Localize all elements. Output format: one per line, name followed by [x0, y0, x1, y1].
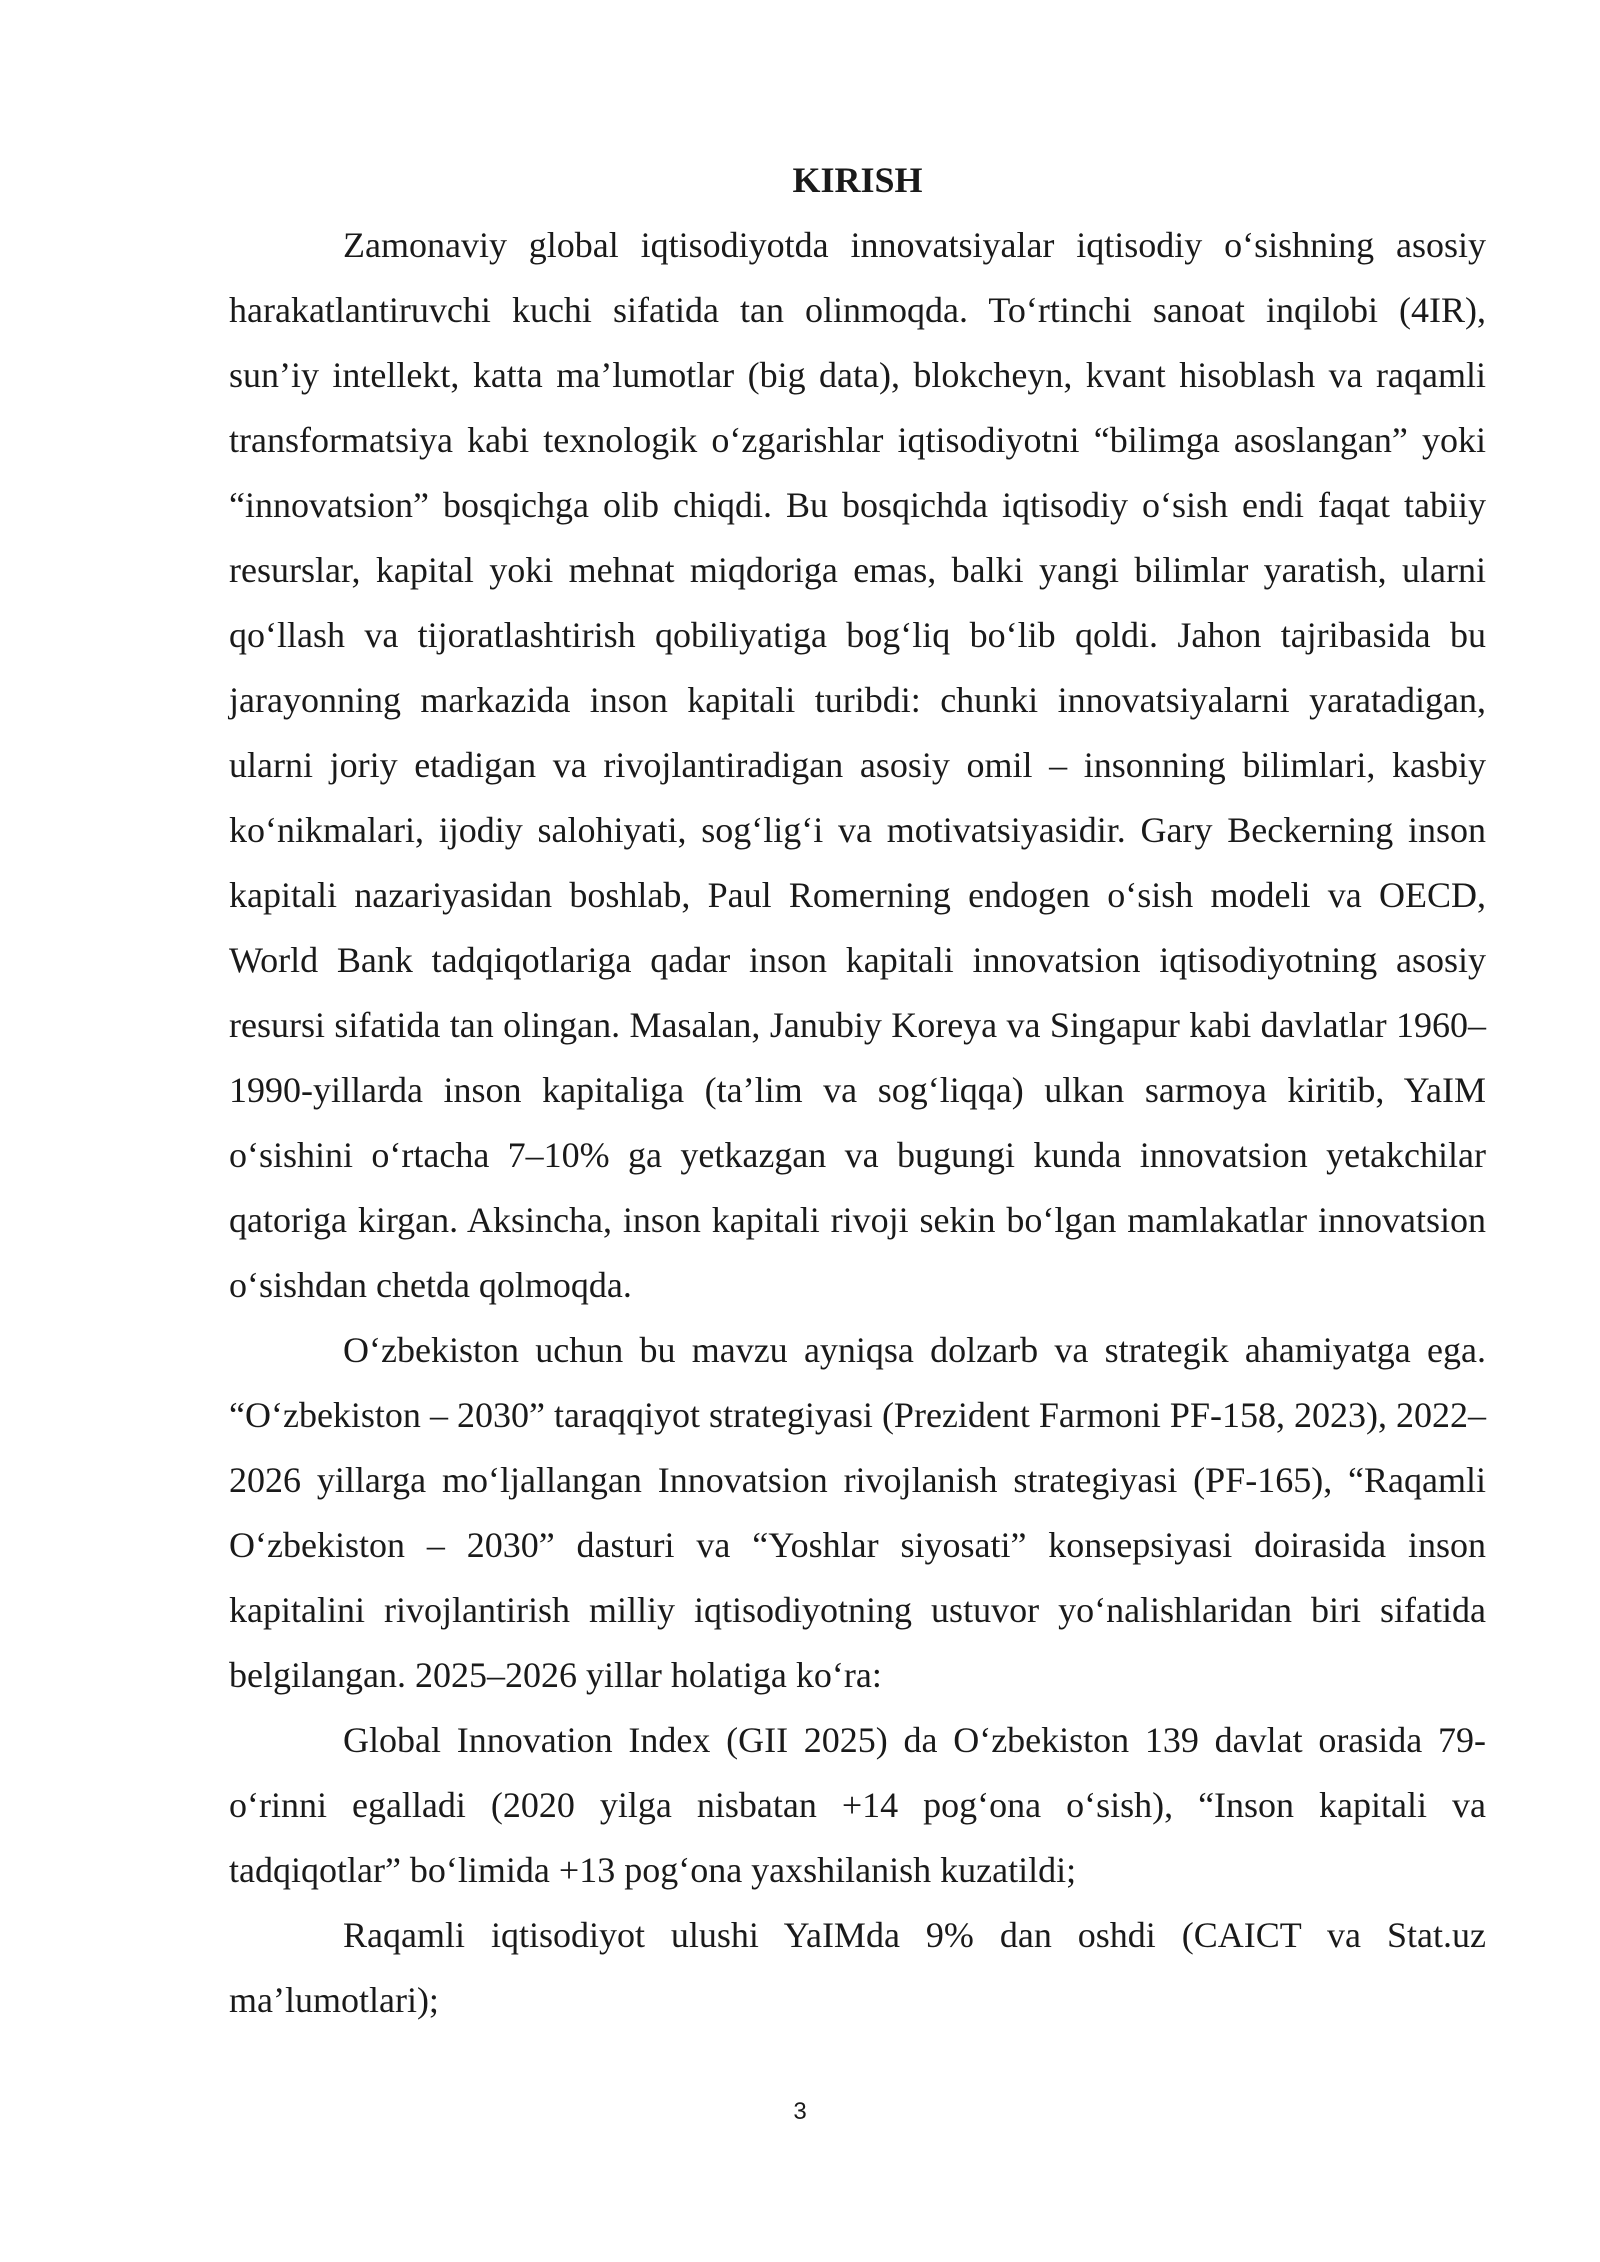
paragraph-digital-economy: Raqamli iqtisodiyot ulushi YaIMda 9% dan oshdi (CAICT va Stat.uz ma’lumotlari); [229, 1915, 1486, 2020]
paragraph-gii-ranking: Global Innovation Index (GII 2025) da O‘zbekiston 139 davlat orasida 79-o‘rinni egalladi (2020 yilga nisbatan +14 pog‘ona o‘sish), “Inson kapitali va tadqiqotlar” bo‘limida +13 pog‘ona yaxshilanish kuzatildi; [229, 1720, 1486, 1890]
page-content [229, 148, 1486, 2033]
paragraph-uzbekistan-strategy: O‘zbekiston uchun bu mavzu ayniqsa dolzarb va strategik ahamiyatga ega. “O‘zbekiston – 2030” taraqqiyot strategiyasi (Prezident Farmoni PF-158, 2023), 2022–2026 yillarga mo‘ljallangan Innovatsion rivojlanish strategiyasi (PF-165), “Raqamli O‘zbekiston – 2030” dasturi va “Yoshlar siyosati” konsepsiyasi doirasida inson kapitalini rivojlantirish milliy iqtisodiyotning ustuvor yo‘nalishlaridan biri sifatida belgilangan. 2025–2026 yillar holatiga ko‘ra: [229, 1330, 1486, 1695]
page-number: 3 [793, 2098, 807, 2125]
section-title: KIRISH [792, 160, 923, 200]
paragraph-introduction: Zamonaviy global iqtisodiyotda innovatsiyalar iqtisodiy o‘sishning asosiy harakatlantiruvchi kuchi sifatida tan olinmoqda. To‘rtinchi sanoat inqilobi (4IR), sun’iy intellekt, katta ma’lumotlar (big data), blokcheyn, kvant hisoblash va raqamli transformatsiya kabi texnologik o‘zgarishlar iqtisodiyotni “bilimga asoslangan” yoki “innovatsion” bosqichga olib chiqdi. Bu bosqichda iqtisodiy o‘sish endi faqat tabiiy resurslar, kapital yoki mehnat miqdoriga emas, balki yangi bilimlar yaratish, ularni qo‘llash va tijoratlashtirish qobiliyatiga bog‘liq bo‘lib qoldi. Jahon tajribasida bu jarayonning markazida inson kapitali turibdi: chunki innovatsiyalarni yaratadigan, ularni joriy etadigan va rivojlantiradigan asosiy omil – insonning bilimlari, kasbiy ko‘nikmalari, ijodiy salohiyati, sog‘lig‘i va motivatsiyasidir. Gary Beckerning inson kapitali nazariyasidan boshlab, Paul Romerning endogen o‘sish modeli va OECD, World Bank tadqiqotlariga qadar inson kapitali innovatsion iqtisodiyotning asosiy resursi sifatida tan olingan. Masalan, Janubiy Koreya va Singapur kabi davlatlar 1960–1990-yillarda inson kapitaliga (ta’lim va sog‘liqqa) ulkan sarmoya kiritib, YaIM o‘sishini o‘rtacha 7–10% ga yetkazgan va bugungi kunda innovatsion yetakchilar qatoriga kirgan. Aksincha, inson kapitali rivoji sekin bo‘lgan mamlakatlar innovatsion o‘sishdan chetda qolmoqda. [229, 225, 1486, 1305]
